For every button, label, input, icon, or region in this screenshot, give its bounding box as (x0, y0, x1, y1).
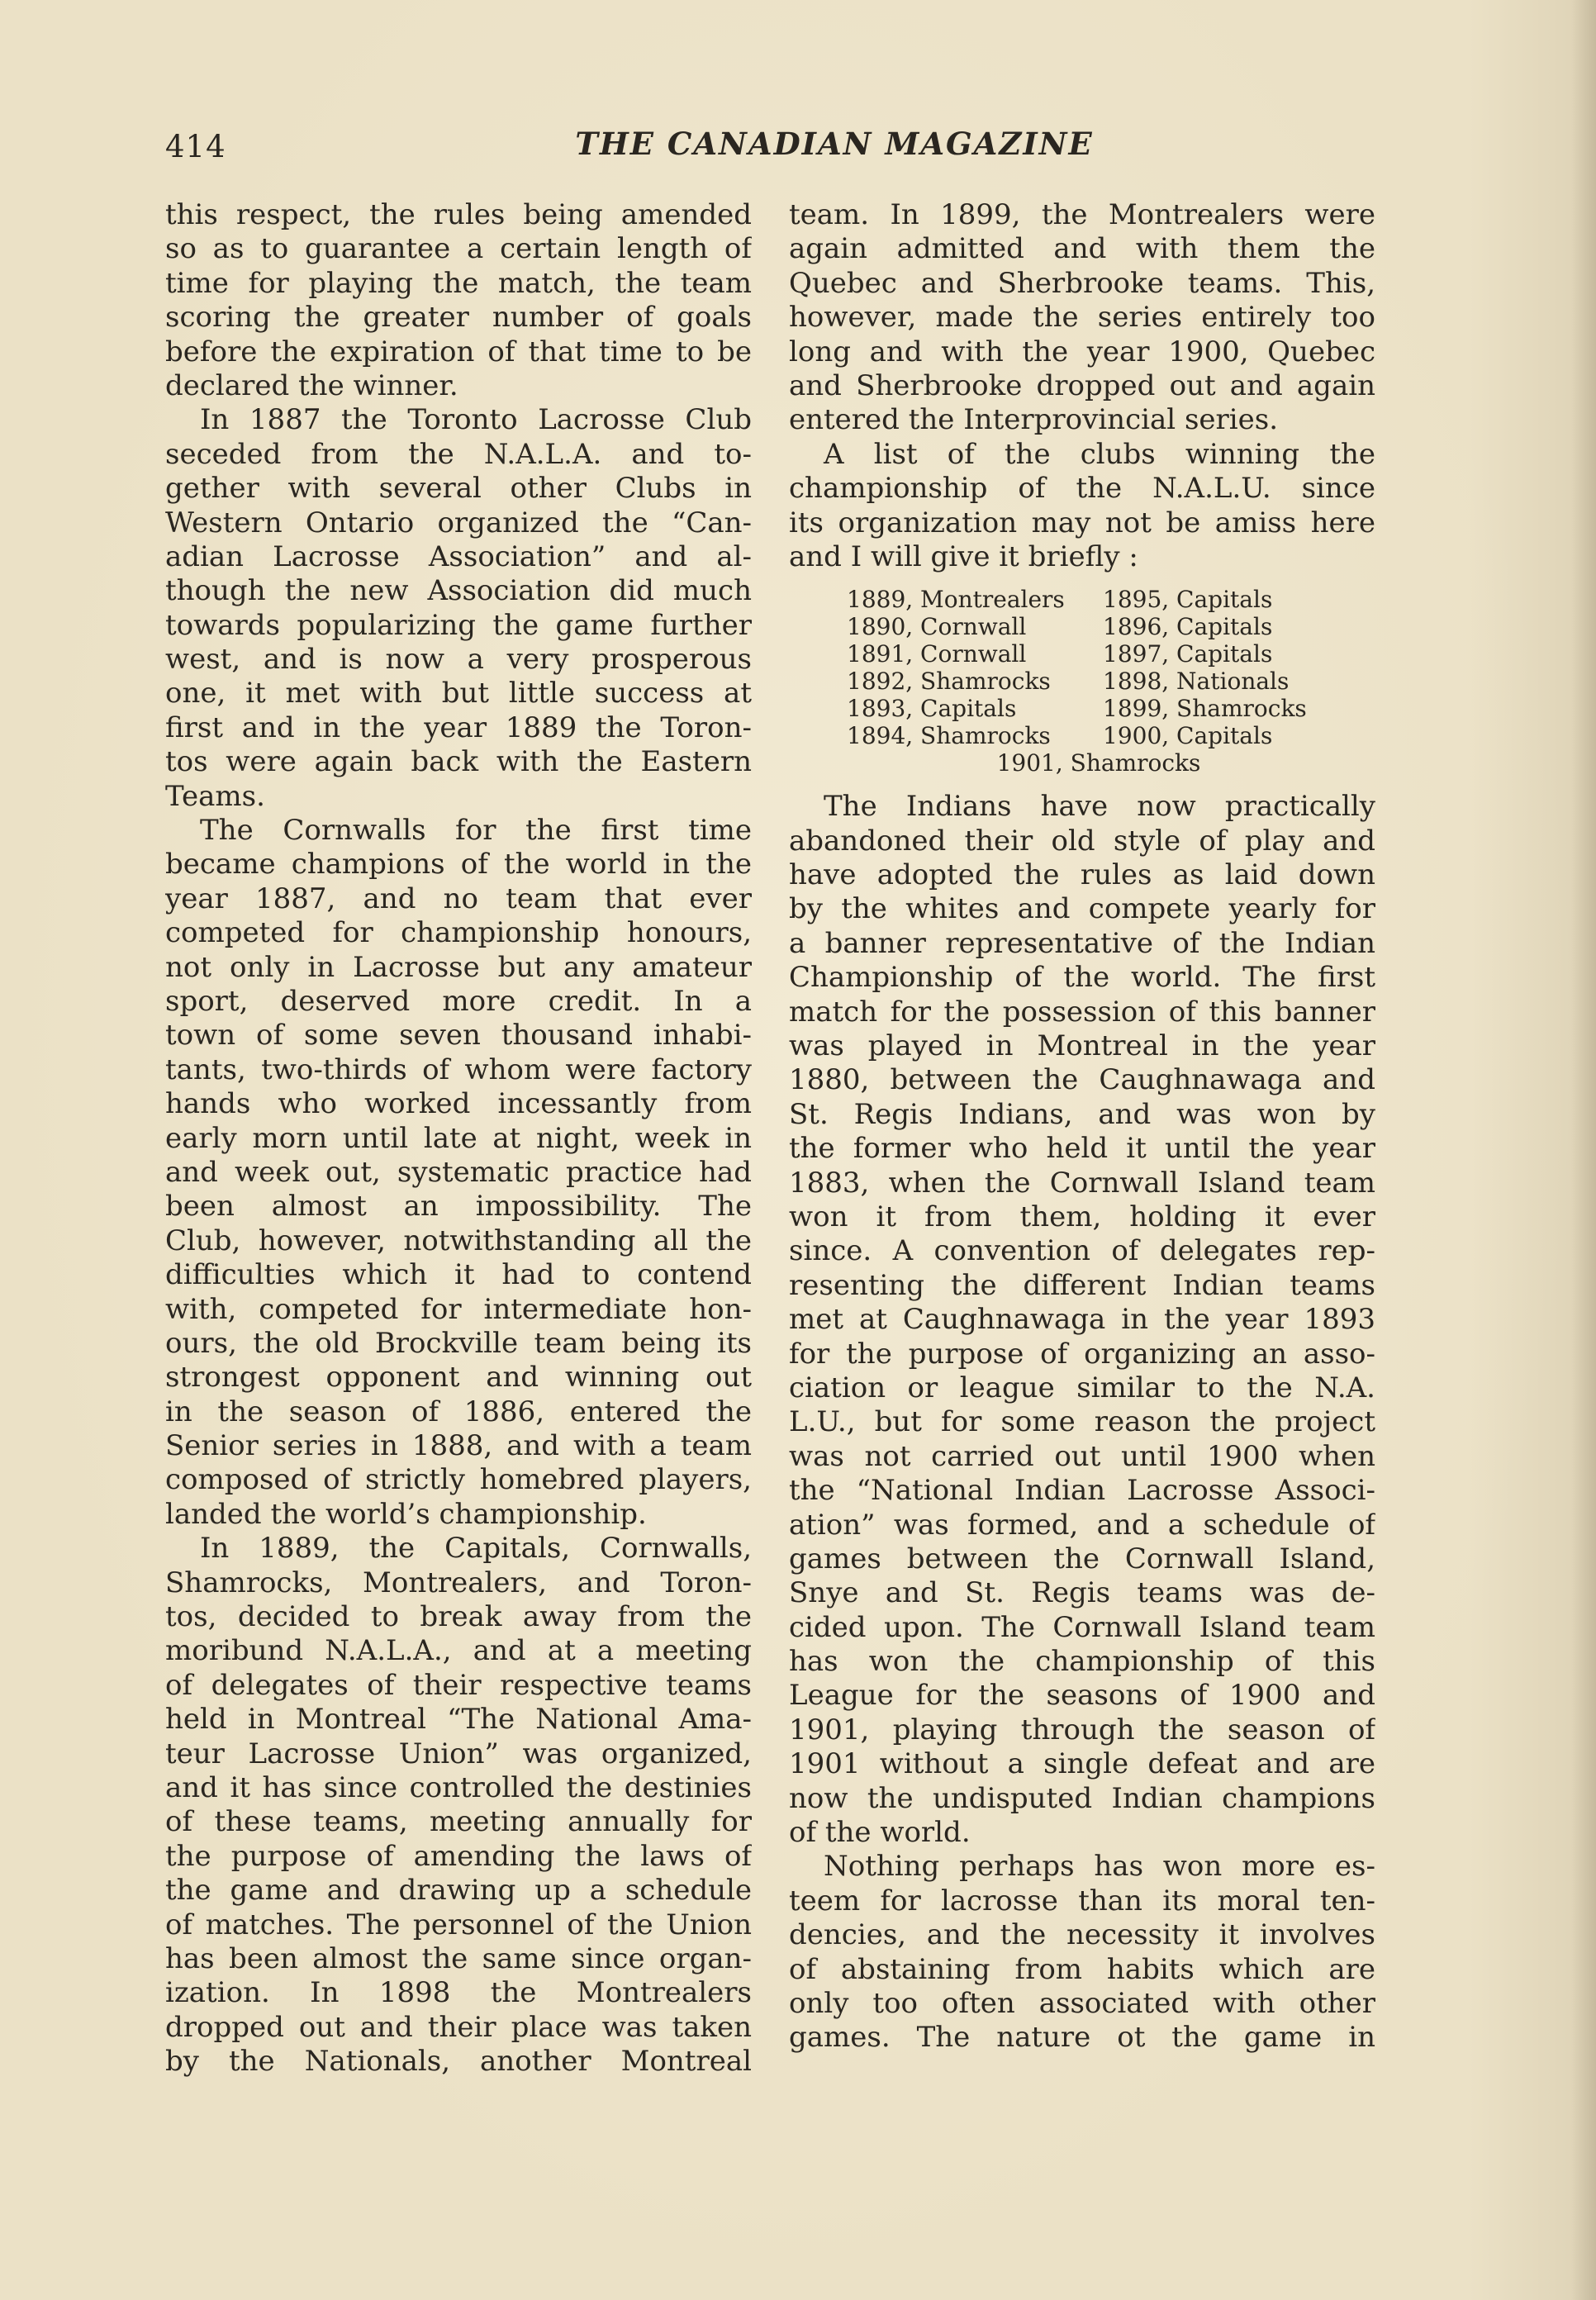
text-line: won it from them, holding it ever (789, 1200, 1375, 1233)
text-line: one, it met with but little success at (165, 677, 752, 710)
championship-row (847, 640, 1375, 668)
text-line: Championship of the world. The first (789, 961, 1375, 995)
championship-entry: 1893, Capitals (847, 695, 1017, 723)
text-line: ours, the old Brockville team being its (165, 1326, 752, 1360)
text-line: The Cornwalls for the first time (200, 814, 752, 848)
text-line: became champions of the world in the (165, 848, 752, 882)
text-line: adian Lacrosse Association” and al- (165, 539, 752, 573)
text-line: since. A convention of delegates rep- (789, 1234, 1375, 1268)
text-line: cided upon. The Cornwall Island team (789, 1610, 1375, 1644)
text-line: of delegates of their respective teams (165, 1668, 752, 1702)
text-line: and it has since controlled the destinies (165, 1770, 752, 1804)
text-line: match for the possession of this banner (789, 995, 1375, 1029)
text-line: difficulties which it had to contend (165, 1258, 752, 1292)
page-number: 414 (165, 129, 226, 164)
text-line: Teams. (165, 779, 265, 813)
text-line: 1883, when the Cornwall Island team (789, 1166, 1375, 1200)
text-line: and week out, systematic practice had (165, 1155, 752, 1189)
text-line: year 1887, and no team that ever (165, 882, 752, 915)
text-line: before the expiration of that time to be (165, 335, 752, 368)
text-line: team. In 1899, the Montrealers were (789, 198, 1375, 231)
championship-row (847, 668, 1375, 695)
text-line: teem for lacrosse than its moral ten- (789, 1884, 1375, 1917)
text-line: In 1889, the Capitals, Cornwalls, (200, 1532, 752, 1566)
text-line: not only in Lacrosse but any amateur (165, 950, 752, 984)
championship-entry: 1891, Cornwall (847, 640, 1027, 668)
text-line: the game and drawing up a schedule (165, 1874, 752, 1908)
text-line: now the undisputed Indian champions (789, 1781, 1375, 1815)
text-line: the purpose of amending the laws of (165, 1839, 752, 1873)
right-column (789, 198, 1375, 2055)
championship-row (847, 613, 1375, 640)
text-line: first and in the year 1889 the Toron- (165, 710, 752, 744)
text-line: again admitted and with them the (789, 232, 1375, 266)
championship-entry: 1892, Shamrocks (847, 668, 1051, 696)
championship-entry: 1890, Cornwall (847, 613, 1027, 641)
text-line: by the Nationals, another Montreal (165, 2045, 752, 2079)
text-line: competed for championship honours, (165, 916, 752, 950)
championship-entry: 1899, Shamrocks (1103, 695, 1307, 723)
championship-entry: 1897, Capitals (1103, 640, 1273, 668)
text-line: strongest opponent and winning out (165, 1361, 752, 1395)
text-line: tos were again back with the Eastern (165, 745, 752, 779)
text-line: games between the Cornwall Island, (789, 1542, 1375, 1575)
text-line: ization. In 1898 the Montrealers (165, 1976, 752, 2010)
text-line: time for playing the match, the team (165, 266, 752, 300)
text-line: ation” was formed, and a schedule of (789, 1508, 1375, 1542)
text-line: of the world. (789, 1816, 971, 1850)
text-line: met at Caughnawaga in the year 1893 (789, 1303, 1375, 1337)
text-line: has won the championship of this (789, 1645, 1375, 1679)
text-line: the “National Indian Lacrosse Associ- (789, 1474, 1375, 1508)
text-line: in the season of 1886, entered the (165, 1395, 752, 1428)
text-line: was played in Montreal in the year (789, 1029, 1375, 1063)
text-line: Club, however, notwithstanding all the (165, 1224, 752, 1257)
text-line: with, competed for intermediate hon- (165, 1292, 752, 1326)
championship-entry: 1889, Montrealers (847, 586, 1065, 614)
right-column-top-text (789, 198, 1375, 574)
championship-entry-final: 1901, Shamrocks (996, 749, 1201, 777)
championship-entry: 1894, Shamrocks (847, 722, 1051, 750)
text-line: only too often associated with other (789, 1986, 1375, 2020)
text-line: entered the Interprovincial series. (789, 403, 1279, 437)
text-line: have adopted the rules as laid down (789, 858, 1375, 892)
championship-row (847, 586, 1375, 613)
championship-entry: 1895, Capitals (1103, 586, 1273, 614)
text-line: town of some seven thousand inhabi- (165, 1019, 752, 1053)
championship-row (847, 722, 1375, 749)
text-line: In 1887 the Toronto Lacrosse Club (200, 403, 752, 437)
text-line: tos, decided to break away from the (165, 1600, 752, 1634)
text-line: composed of strictly homebred players, (165, 1463, 752, 1497)
text-line: declared the winner. (165, 368, 458, 402)
text-line: and Sherbrooke dropped out and again (789, 368, 1375, 402)
text-line: the former who held it until the year (789, 1132, 1375, 1166)
text-line: Nothing perhaps has won more es- (824, 1850, 1375, 1884)
page-header (165, 126, 1380, 167)
text-line: ciation or league similar to the N.A. (789, 1371, 1375, 1404)
text-line: this respect, the rules being amended (165, 198, 752, 231)
text-line: held in Montreal “The National Ama- (165, 1703, 752, 1737)
text-line: gether with several other Clubs in (165, 472, 752, 506)
text-line: however, made the series entirely too (789, 301, 1375, 335)
text-line: Western Ontario organized the “Can- (165, 506, 752, 539)
text-line: was not carried out until 1900 when (789, 1439, 1375, 1473)
text-line: by the whites and compete yearly for (789, 892, 1375, 926)
text-line: championship of the N.A.L.U. since (789, 472, 1375, 506)
text-line: seceded from the N.A.L.A. and to- (165, 437, 752, 471)
championship-list (789, 586, 1375, 777)
text-line: L.U., but for some reason the project (789, 1405, 1375, 1439)
text-line: Shamrocks, Montrealers, and Toron- (165, 1566, 752, 1599)
page-edge-shadow (1571, 0, 1596, 2300)
text-line: abandoned their old style of play and (789, 824, 1375, 858)
right-column-bottom-text (789, 790, 1375, 2055)
text-line: of abstaining from habits which are (789, 1952, 1375, 1986)
text-line: towards popularizing the game further (165, 608, 752, 642)
text-line: of these teams, meeting annually for (165, 1805, 752, 1839)
text-line: resenting the different Indian teams (789, 1268, 1375, 1302)
text-line: 1880, between the Caughnawaga and (789, 1063, 1375, 1097)
text-line: of matches. The personnel of the Union (165, 1908, 752, 1941)
text-line: scoring the greater number of goals (165, 301, 752, 335)
text-line: sport, deserved more credit. In a (165, 984, 752, 1018)
championship-entry: 1898, Nationals (1103, 668, 1290, 696)
text-line: teur Lacrosse Union” was organized, (165, 1737, 752, 1770)
text-line: early morn until late at night, week in (165, 1121, 752, 1155)
text-line: a banner representative of the Indian (789, 926, 1375, 960)
text-line: Snye and St. Regis teams was de- (789, 1576, 1375, 1610)
running-title: THE CANADIAN MAGAZINE (575, 126, 1094, 162)
championship-entry: 1900, Capitals (1103, 722, 1273, 750)
text-line: 1901, playing through the season of (789, 1713, 1375, 1746)
text-line: Quebec and Sherbrooke teams. This, (789, 266, 1375, 300)
text-line: League for the seasons of 1900 and (789, 1679, 1375, 1713)
text-line: dencies, and the necessity it involves (789, 1918, 1375, 1952)
text-line: has been almost the same since organ- (165, 1941, 752, 1975)
text-line: hands who worked incessantly from (165, 1087, 752, 1121)
text-line: Senior series in 1888, and with a team (165, 1429, 752, 1463)
text-line: and I will give it briefly : (789, 539, 1138, 573)
text-line: moribund N.A.L.A., and at a meeting (165, 1634, 752, 1668)
text-line: games. The nature ot the game in (789, 2021, 1375, 2055)
text-line: A list of the clubs winning the (824, 437, 1375, 471)
text-line: tants, two-thirds of whom were factory (165, 1053, 752, 1086)
text-line: for the purpose of organizing an asso- (789, 1337, 1375, 1371)
text-line: The Indians have now practically (824, 790, 1375, 824)
text-line: so as to guarantee a certain length of (165, 232, 752, 266)
championship-entry: 1896, Capitals (1103, 613, 1273, 641)
text-line: dropped out and their place was taken (165, 2010, 752, 2044)
championship-row (847, 695, 1375, 722)
text-line: west, and is now a very prosperous (165, 643, 752, 677)
text-line: 1901 without a single defeat and are (789, 1747, 1375, 1781)
left-column (165, 198, 752, 2079)
text-line: been almost an impossibility. The (165, 1190, 752, 1224)
text-line: St. Regis Indians, and was won by (789, 1097, 1375, 1131)
text-line: though the new Association did much (165, 574, 752, 608)
text-line: long and with the year 1900, Quebec (789, 335, 1375, 368)
text-line: its organization may not be amiss here (789, 506, 1375, 539)
text-line: landed the world’s championship. (165, 1497, 647, 1531)
